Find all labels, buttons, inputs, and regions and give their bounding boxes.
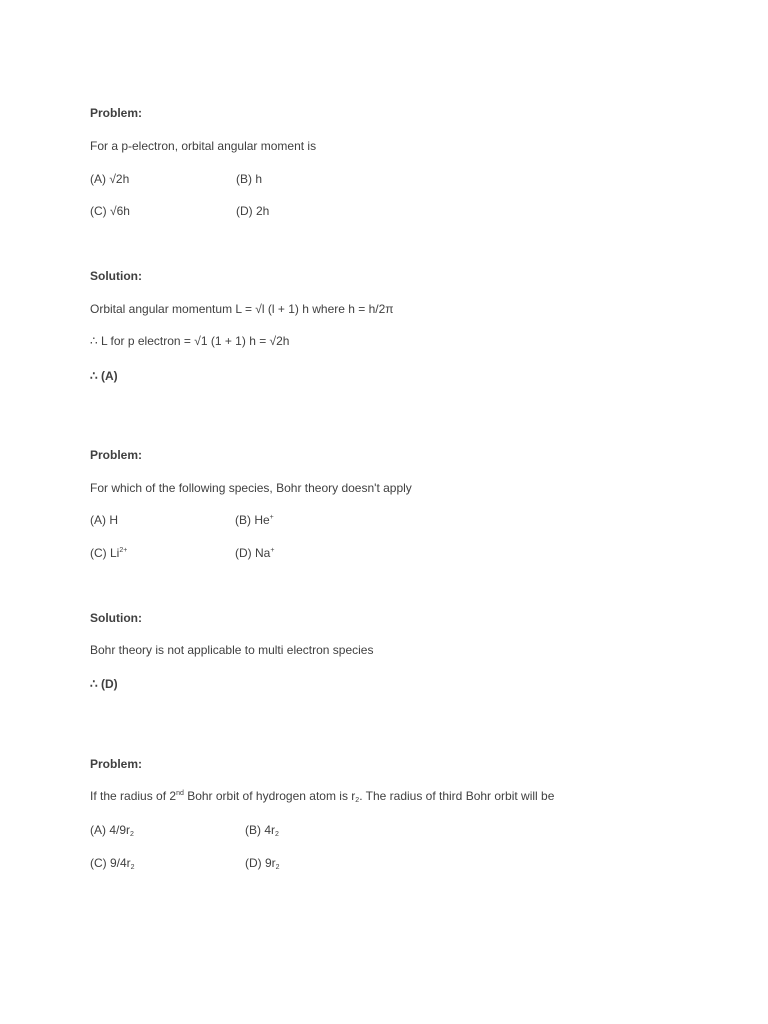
solution-line: ∴ L for p electron = √1 (1 + 1) h = √2h — [90, 334, 290, 348]
option-text: (D) 9r — [245, 856, 276, 870]
superscript: 2+ — [119, 547, 128, 554]
answer: ∴ (A) — [90, 369, 118, 383]
problem-heading: Problem: — [90, 757, 143, 771]
superscript: + — [269, 514, 274, 521]
solution-line: Bohr theory is not applicable to multi electron species — [90, 643, 374, 657]
problem-heading: Problem: — [90, 106, 143, 120]
question-part: Bohr orbit of hydrogen atom is r — [183, 789, 356, 803]
option-c — [90, 856, 135, 870]
option-c: (C) √6h — [90, 204, 130, 218]
subscript: 2 — [355, 797, 360, 804]
solution-heading: Solution: — [90, 611, 142, 625]
question-text — [90, 789, 554, 803]
option-a: (A) H — [90, 513, 118, 527]
solution-heading: Solution: — [90, 269, 142, 283]
subscript: 2 — [275, 831, 279, 838]
superscript: + — [270, 547, 275, 554]
option-text: (A) 4/9r — [90, 823, 131, 837]
subscript: 2 — [275, 864, 280, 871]
question-part: . The radius of third Bohr orbit will be — [359, 789, 555, 803]
option-text: (C) 9/4r — [90, 856, 131, 870]
option-text: (B) He — [235, 513, 270, 527]
option-text: (C) Li — [90, 546, 120, 560]
option-text: (D) Na — [235, 546, 271, 560]
option-b — [235, 513, 274, 527]
question-text: For a p-electron, orbital angular moment is — [90, 139, 317, 153]
option-d: (D) 2h — [236, 204, 270, 218]
option-d — [245, 856, 280, 870]
option-b: (B) h — [236, 172, 263, 186]
superscript: nd — [176, 790, 184, 797]
option-d — [235, 546, 274, 560]
option-text: (B) 4r — [245, 823, 275, 837]
option-a: (A) √2h — [90, 172, 130, 186]
question-text: For which of the following species, Bohr theory doesn't apply — [90, 481, 412, 495]
subscript: 2 — [130, 831, 134, 838]
option-c — [90, 546, 127, 560]
problem-heading: Problem: — [90, 448, 143, 462]
subscript: 2 — [130, 864, 135, 871]
answer: ∴ (D) — [90, 677, 118, 691]
question-part: If the radius of 2 — [90, 789, 177, 803]
solution-line: Orbital angular momentum L = √l (l + 1) h where h = h/2π — [90, 302, 394, 316]
option-a — [90, 823, 134, 837]
option-b — [245, 823, 279, 837]
